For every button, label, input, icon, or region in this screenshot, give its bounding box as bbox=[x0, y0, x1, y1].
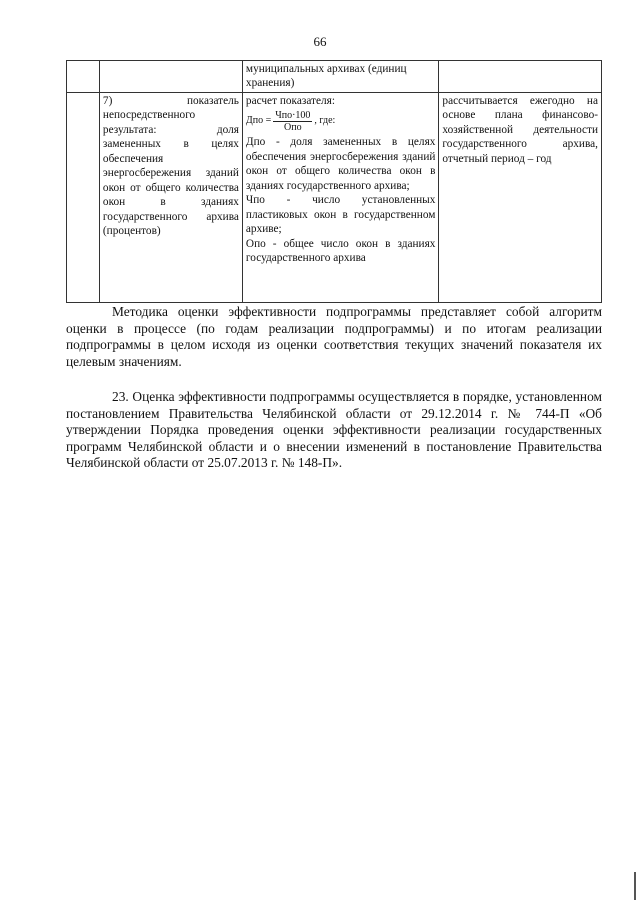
definition-chpo: Чпо - число установленных пластиковых окон в государственном архиве; bbox=[245, 194, 436, 236]
definition-dpo: Дпо - доля замененных в целях обеспечения энергосбережения зданий окон от общего количества окон в зданиях государственного архива; bbox=[245, 136, 436, 192]
page-number: 66 bbox=[313, 34, 327, 49]
table-row bbox=[67, 92, 602, 302]
formula bbox=[246, 110, 436, 133]
table-cell bbox=[67, 92, 100, 302]
definition-opo: Опо - общее число окон в зданиях государственного архива bbox=[245, 237, 436, 264]
table-cell bbox=[67, 61, 100, 93]
paragraph-23: 23. Оценка эффективности подпрограммы осуществляется в порядке, установленном постановлением Правительства Челябинской области от 29.12.2014 г. № 744-П «Об утверждении Порядка проведения оценки эффективности реализации государственных программ Челябинской области и о внесении изменений в постановление Правительства Челябинской области от 25.07.2013 г. № 148-П». bbox=[66, 389, 602, 471]
period-text: рассчитывается ежегодно на основе плана финансово-хозяйственной деятельности государственного архива, отчетный период – год bbox=[442, 94, 598, 165]
table-cell bbox=[99, 61, 242, 93]
calculation-cell bbox=[242, 92, 439, 302]
indicators-table bbox=[66, 60, 602, 303]
table-cell bbox=[242, 61, 439, 93]
table-cell bbox=[439, 61, 602, 93]
formula-fraction bbox=[273, 110, 312, 133]
formula-tail: , где: bbox=[314, 115, 336, 127]
calc-intro: расчет показателя: bbox=[245, 94, 335, 107]
cell-text-units: муниципальных архивах (единиц хранения) bbox=[245, 63, 407, 90]
period-cell bbox=[439, 92, 602, 302]
indicator-text: 7) показатель непосредственного результата: доля замененных в целях обеспечения энергосбережения зданий окон от общего количества окон в зданиях государственного архива (процентов) bbox=[102, 94, 239, 237]
table-row bbox=[67, 61, 602, 93]
indicator-cell bbox=[99, 92, 242, 302]
formula-denominator: Опо bbox=[284, 122, 302, 134]
formula-lhs: Дпо = bbox=[245, 115, 272, 127]
formula-numerator: Чпо·100 bbox=[275, 110, 311, 122]
paragraph-methodology: Методика оценки эффективности подпрограммы представляет собой алгоритм оценки в процессе (по годам реализации подпрограммы) и по итогам реализации подпрограммы в целом исходя из оценки соответствия текущих значений показателя их целевым значениям. bbox=[66, 304, 602, 369]
scan-edge-mark bbox=[634, 872, 636, 900]
